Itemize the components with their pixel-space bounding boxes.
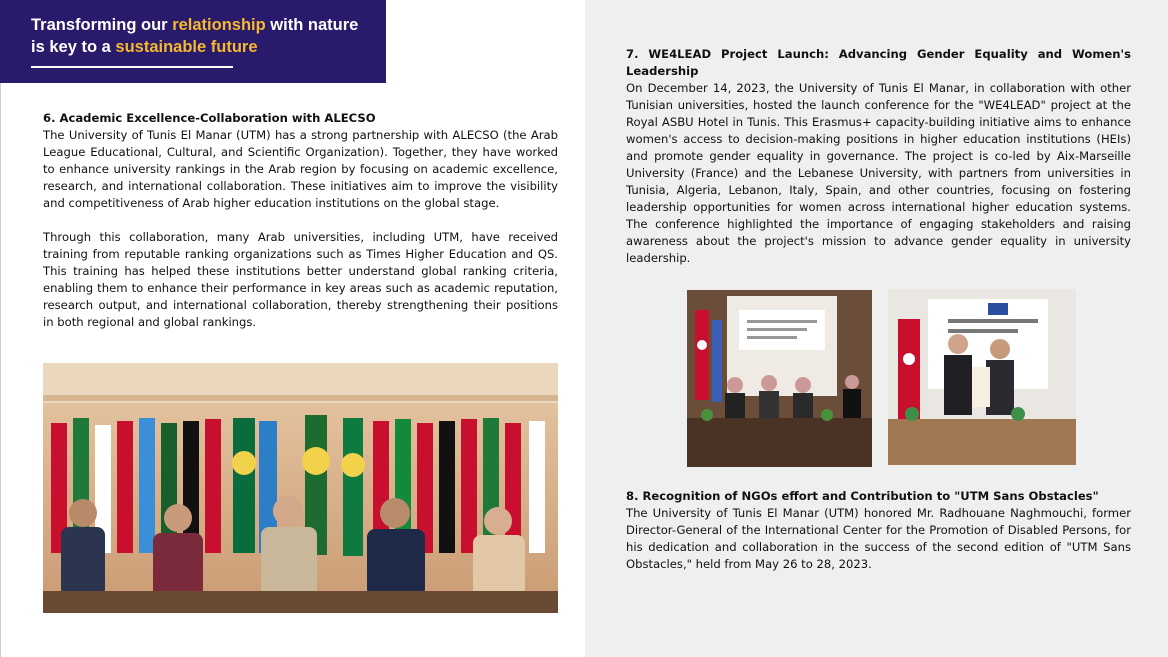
- section-6: [43, 110, 558, 331]
- we4lead-signing-photo: [888, 289, 1076, 465]
- banner-highlight-relationship: relationship: [172, 16, 266, 34]
- section-7-paragraph: On December 14, 2023, the University of Tunis El Manar, in collaboration with other Tunisian universities, hosted the launch conference for the "WE4LEAD" project at the Royal ASBU Hotel in Tunis. This Erasmus+ capacity-building initiative aims to enhance women's access to decision-making positions in higher education institutions (HEIs) and promote gender equality in governance. The project is co-led by Aix-Marseille University (France) and the Lebanese University, with partners from universities in Tunisia, Algeria, Lebanon, Italy, Spain, and other countries, focusing on fostering leadership opportunities for women across international higher education systems. The conference highlighted the importance of engaging stakeholders and raising awareness about the project's mission to advance gender equality in university leadership.: [626, 81, 1131, 265]
- banner-line-2: is key to a sustainable future: [31, 38, 258, 56]
- section-7: [626, 46, 1131, 267]
- section-7-heading: 7. WE4LEAD Project Launch: Advancing Gender Equality and Women's Leadership: [626, 47, 1131, 78]
- alecso-meeting-photo: [43, 363, 558, 613]
- section-6-heading: 6. Academic Excellence-Collaboration with ALECSO: [43, 111, 376, 125]
- we4lead-panel-photo: [687, 290, 872, 467]
- banner-underline: [31, 66, 233, 68]
- section-8-paragraph: The University of Tunis El Manar (UTM) honored Mr. Radhouane Naghmouchi, former Director-General of the International Center for the Promotion of Disabled Persons, for his dedication and collaboration in the success of the second edition of "UTM Sans Obstacles," held from May 26 to 28, 2023.: [626, 506, 1131, 571]
- header-banner: [0, 0, 386, 83]
- section-6-paragraph-1: The University of Tunis El Manar (UTM) has a strong partnership with ALECSO (the Arab League Educational, Cultural, and Scientific Organization). Together, they have worked to enhance university rankings in the Arab region by focusing on academic excellence, research, and international collaboration. These initiatives aim to improve the visibility and competitiveness of Arab higher education institutions on the global stage.: [43, 128, 558, 210]
- banner-line-1: Transforming our relationship with nature: [31, 16, 359, 34]
- section-8: [626, 488, 1131, 573]
- banner-highlight-sustainable: sustainable future: [115, 38, 258, 56]
- section-8-heading: 8. Recognition of NGOs effort and Contribution to "UTM Sans Obstacles": [626, 489, 1099, 503]
- section-6-paragraph-2: Through this collaboration, many Arab universities, including UTM, have received training from reputable ranking organizations such as Times Higher Education and QS. This training has helped these institutions better understand global ranking criteria, enabling them to enhance their performance in key areas such as academic reputation, research output, and international collaboration, thereby strengthening their positions in both regional and global rankings.: [43, 230, 558, 329]
